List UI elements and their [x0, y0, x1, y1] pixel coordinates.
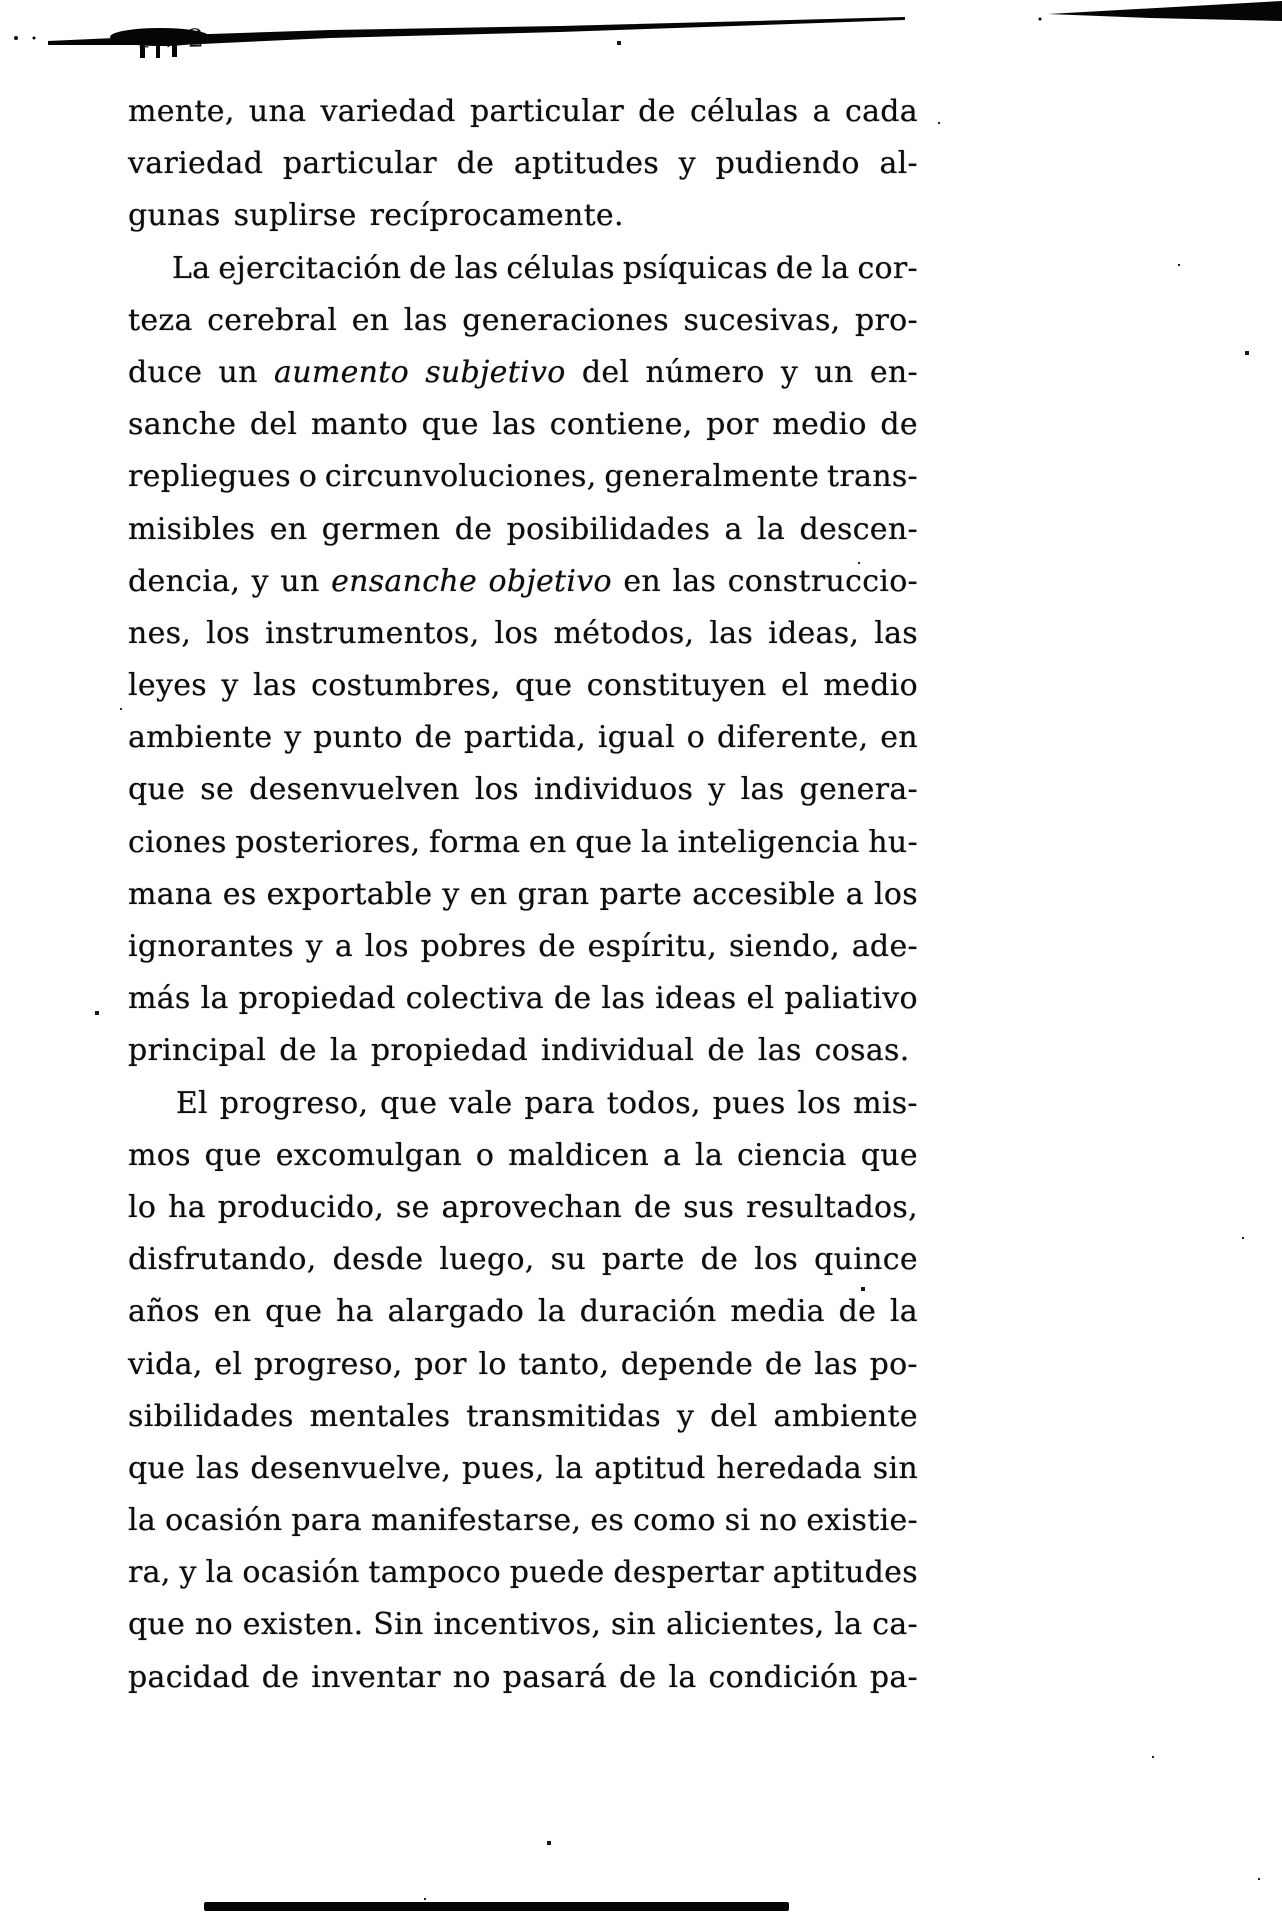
- text-line: mos que excomulgan o maldicen a la ciencia que: [128, 1137, 918, 1173]
- text-line: ra, y la ocasión tampoco puede despertar aptitudes: [128, 1555, 918, 1591]
- text-line: repliegues o circunvoluciones, generalmente trans-: [128, 459, 918, 495]
- text-line: principal de la propiedad individual de las cosas.: [128, 1033, 910, 1069]
- text-block: [128, 94, 918, 1712]
- text-line: lo ha producido, se aprovechan de sus resultados,: [128, 1189, 918, 1225]
- text-line: sanche del manto que las contiene, por medio de: [128, 407, 918, 443]
- scan-scratch-artifact: [0, 0, 1282, 70]
- text-line: teza cerebral en las generaciones sucesivas, pro-: [128, 302, 918, 338]
- text-line: La ejercitación de las células psíquicas de la cor-: [171, 250, 918, 286]
- text-line: ambiente y punto de partida, igual o diferente, en: [128, 720, 918, 756]
- text-line: variedad particular de aptitudes y pudiendo al-: [128, 146, 918, 182]
- text-line: que no existen. Sin incentivos, sin alicientes, la ca-: [128, 1607, 918, 1643]
- text-line: la ocasión para manifestarse, es como si no existie-: [128, 1503, 918, 1539]
- text-line: gunas suplirse recíprocamente.: [128, 198, 624, 234]
- text-line: ignorantes y a los pobres de espíritu, siendo, ade-: [128, 929, 918, 964]
- text-line: duce un aumento subjetivo del número y un en-: [128, 354, 918, 390]
- bottom-bar-artifact: [204, 1902, 789, 1911]
- text-line: disfrutando, desde luego, su parte de los quince: [128, 1242, 918, 1278]
- text-line: años en que ha alargado la duración media de la: [128, 1294, 918, 1330]
- text-line: El progreso, que vale para todos, pues los mis-: [175, 1085, 918, 1121]
- text-line: sibilidades mentales transmitidas y del ambiente: [128, 1398, 918, 1434]
- text-line: nes, los instrumentos, los métodos, las ideas, las: [128, 615, 918, 651]
- text-line: dencia, y un ensanche objetivo en las construccio-: [128, 563, 918, 599]
- text-line: mana es exportable y en gran parte accesible a los: [128, 876, 918, 912]
- text-line: misibles en germen de posibilidades a la descen-: [128, 511, 918, 547]
- text-line: que se desenvuelven los individuos y las genera-: [128, 772, 918, 808]
- text-line: pacidad de inventar no pasará de la condición pa-: [128, 1659, 918, 1695]
- text-line: más la propiedad colectiva de las ideas el paliativo: [128, 981, 918, 1017]
- text-line: que las desenvuelve, pues, la aptitud heredada sin: [128, 1450, 918, 1486]
- text-line: ciones posteriores, forma en que la inteligencia hu-: [128, 824, 918, 860]
- text-line: mente, una variedad particular de células a cada: [128, 94, 918, 129]
- text-line: leyes y las costumbres, que constituyen el medio: [128, 668, 918, 704]
- text-line: vida, el progreso, por lo tanto, depende de las po-: [128, 1346, 918, 1382]
